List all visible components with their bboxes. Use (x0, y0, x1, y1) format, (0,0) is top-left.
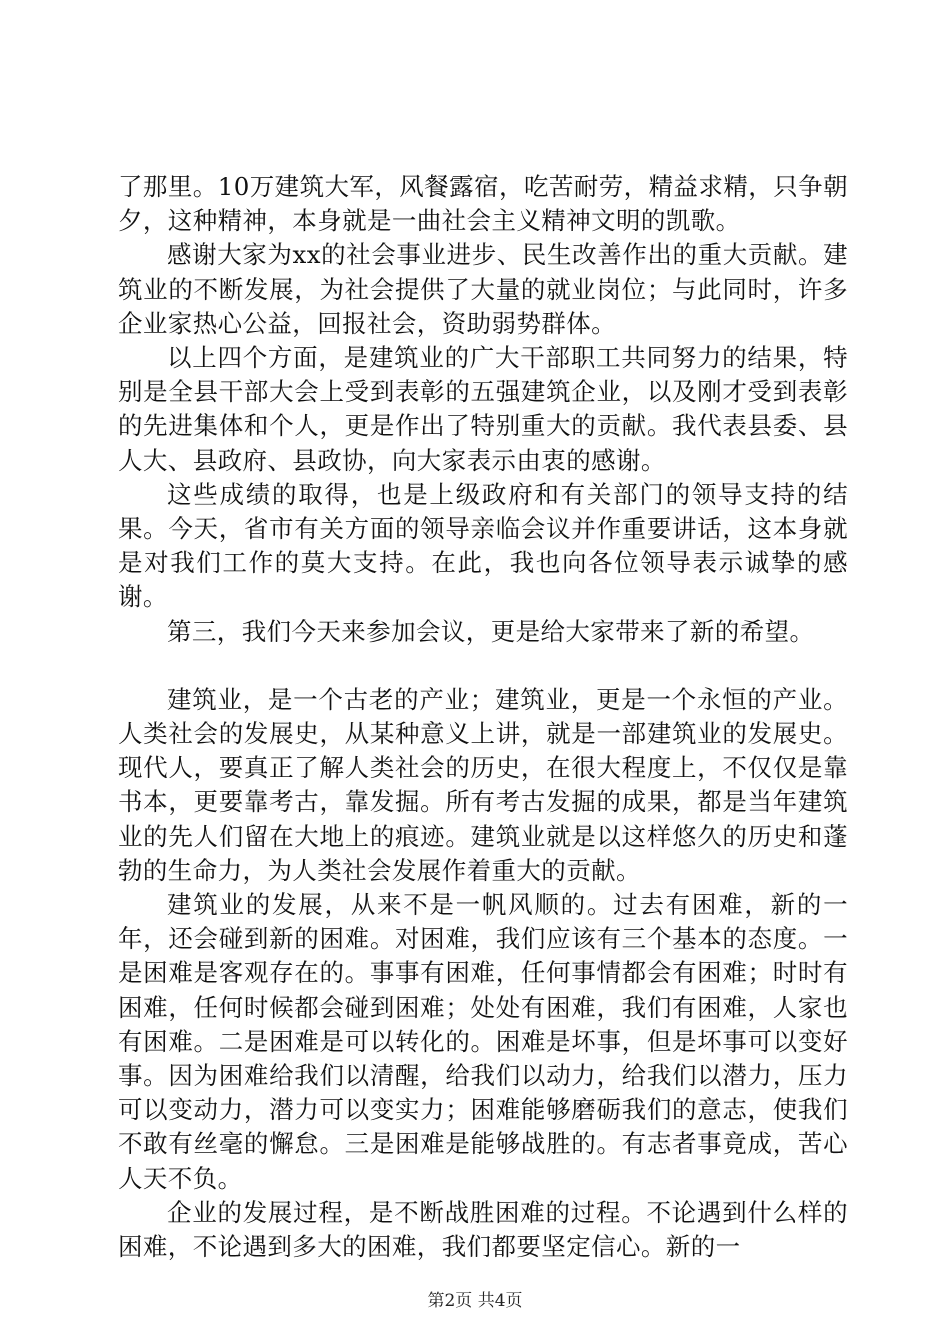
paragraph-2: 感谢大家为xx的社会事业进步、民生改善作出的重大贡献。建筑业的不断发展，为社会提供了大量的就业岗位；与此同时，许多企业家热心公益，回报社会，资助弱势群体。 (118, 240, 848, 338)
paragraph-1: 了那里。10万建筑大军，风餐露宿，吃苦耐劳，精益求精，只争朝夕，这种精神，本身就是一曲社会主义精神文明的凯歌。 (118, 172, 848, 236)
paragraph-3: 以上四个方面，是建筑业的广大干部职工共同努力的结果，特别是全县干部大会上受到表彰的五强建筑企业，以及刚才受到表彰的先进集体和个人，更是作出了特别重大的贡献。我代表县委、县人大、县政府、县政协，向大家表示由衷的感谢。 (118, 343, 848, 475)
document-body (118, 170, 848, 1264)
paragraph-7: 建筑业的发展，从来不是一帆风顺的。过去有困难，新的一年，还会碰到新的困难。对困难，我们应该有三个基本的态度。一是困难是客观存在的。事事有困难，任何事情都会有困难；时时有困难，任何时候都会碰到困难；处处有困难，我们有困难，人家也有困难。二是困难是可以转化的。困难是坏事，但是坏事可以变好事。因为困难给我们以清醒，给我们以动力，给我们以潜力，压力可以变动力，潜力可以变实力；困难能够磨砺我们的意志，使我们不敢有丝毫的懈怠。三是困难是能够战胜的。有志者事竟成，苦心人天不负。 (118, 890, 848, 1193)
paragraph-5: 第三，我们今天来参加会议，更是给大家带来了新的希望。 (167, 616, 815, 646)
paragraph-6: 建筑业，是一个古老的产业；建筑业，更是一个永恒的产业。人类社会的发展史，从某种意义上讲，就是一部建筑业的发展史。现代人，要真正了解人类社会的历史，在很大程度上，不仅仅是靠书本，更要靠考古，靠发掘。所有考古发掘的成果，都是当年建筑业的先人们留在大地上的痕迹。建筑业就是以这样悠久的历史和蓬勃的生命力，为人类社会发展作着重大的贡献。 (118, 684, 848, 885)
paragraph-8: 企业的发展过程，是不断战胜困难的过程。不论遇到什么样的困难，不论遇到多大的困难，我们都要坚定信心。新的一 (118, 1197, 848, 1262)
paragraph-4: 这些成绩的取得，也是上级政府和有关部门的领导支持的结果。今天，省市有关方面的领导亲临会议并作重要讲话，这本身就是对我们工作的莫大支持。在此，我也向各位领导表示诚挚的感谢。 (118, 479, 848, 612)
page-number-label: 第2页 共4页 (427, 1291, 523, 1311)
page-footer (0, 1290, 950, 1312)
